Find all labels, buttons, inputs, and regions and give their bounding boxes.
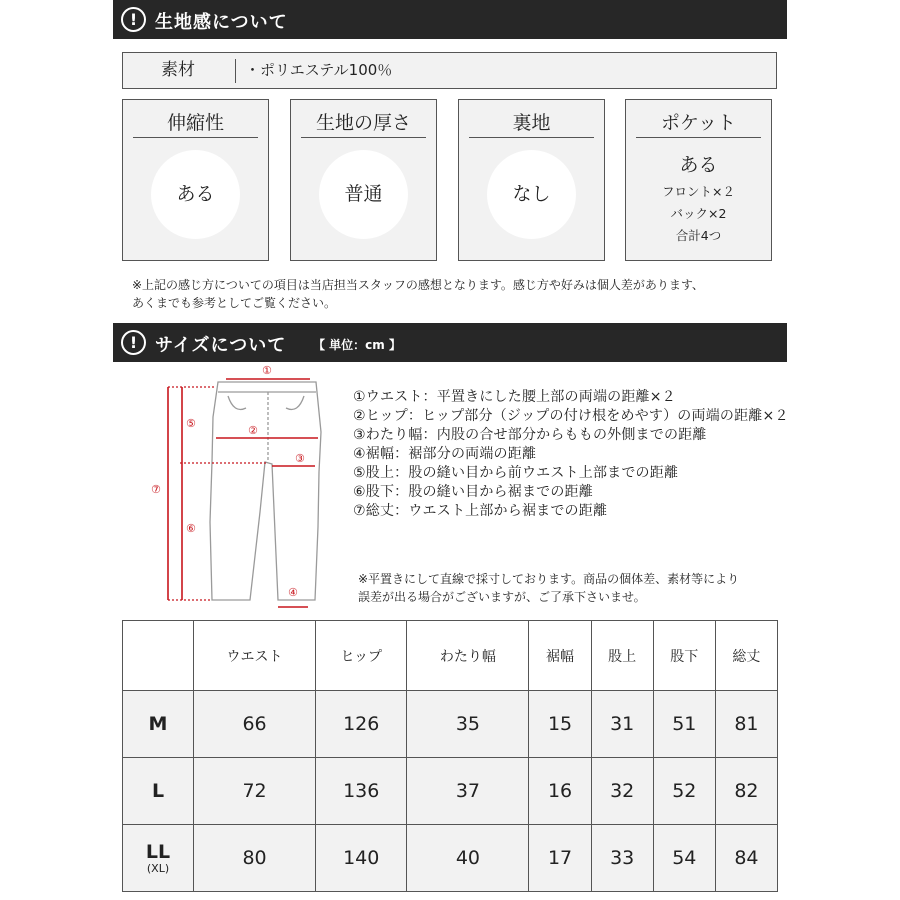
- table-cell: 32: [591, 758, 653, 825]
- table-cell: 37: [407, 758, 529, 825]
- legend-rise: ⑤股上：股の縫い目から前ウエスト上部までの距離: [353, 465, 679, 481]
- table-row: [123, 825, 778, 892]
- table-row: [123, 691, 778, 758]
- table-cell: 126: [316, 691, 407, 758]
- table-cell: 51: [653, 691, 715, 758]
- size-label-ll: [123, 825, 194, 892]
- legend-waist: ①ウエスト：平置きにした腰上部の両端の距離×２: [353, 389, 676, 405]
- lining-box: [458, 99, 605, 261]
- exclamation-icon: !: [121, 7, 146, 32]
- mark-3: ③: [295, 452, 305, 465]
- table-cell: 40: [407, 825, 529, 892]
- measurement-lines: [168, 379, 318, 607]
- fabric-section-title: 生地感について: [155, 12, 288, 33]
- size-label-ll-sub: (XL): [146, 862, 170, 875]
- mark-5: ⑤: [186, 417, 196, 430]
- size-section-header: [113, 323, 787, 362]
- table-cell: 136: [316, 758, 407, 825]
- legend-hem: ④裾幅：裾部分の両端の距離: [353, 446, 537, 462]
- lining-title: 裏地: [469, 108, 594, 138]
- material-label: 素材: [161, 60, 195, 80]
- material-value: ・ポリエステル100％: [245, 61, 393, 79]
- table-cell: 82: [715, 758, 777, 825]
- col-hip: ヒップ: [316, 621, 407, 691]
- size-table: [122, 620, 778, 892]
- pocket-detail-front: フロント×２: [662, 184, 735, 199]
- fabric-section-header: [113, 0, 787, 39]
- table-cell: 15: [529, 691, 591, 758]
- pants-outline: [210, 382, 321, 600]
- thickness-title: 生地の厚さ: [301, 108, 426, 138]
- legend-thigh: ③わたり幅：内股の合せ部分からももの外側までの距離: [353, 427, 707, 443]
- table-cell: 80: [194, 825, 316, 892]
- size-note-line-2: 誤差が出る場合がございますが、ご了承下さいませ。: [358, 590, 646, 604]
- material-divider: [235, 59, 236, 83]
- col-hem: 裾幅: [529, 621, 591, 691]
- col-length: 総丈: [715, 621, 777, 691]
- size-note-line-1: ※平置きにして直線で採寸しております。商品の個体差、素材等により: [358, 572, 740, 586]
- material-row: [122, 52, 777, 89]
- col-inseam: 股下: [653, 621, 715, 691]
- table-cell: 81: [715, 691, 777, 758]
- col-rise: 股上: [591, 621, 653, 691]
- size-label-l: L: [123, 758, 194, 825]
- pocket-detail-back: バック×2: [670, 206, 727, 221]
- thickness-box: [290, 99, 437, 261]
- table-cell: 66: [194, 691, 316, 758]
- pocket-detail-total: 合計4つ: [675, 228, 722, 243]
- legend-hip: ②ヒップ：ヒップ部分（ジップの付け根をめやす）の両端の距離×２: [353, 408, 789, 424]
- table-cell: 35: [407, 691, 529, 758]
- pocket-title: ポケット: [636, 108, 761, 138]
- mark-6: ⑥: [186, 522, 196, 535]
- fabric-note-line-1: ※上記の感じ方についての項目は当店担当スタッフの感想となります。感じ方や好みは個人差があります、: [132, 278, 704, 292]
- stretch-value: ある: [151, 150, 240, 239]
- table-cell: 52: [653, 758, 715, 825]
- col-waist: ウエスト: [194, 621, 316, 691]
- lining-value: なし: [487, 150, 576, 239]
- mark-7: ⑦: [151, 483, 161, 496]
- table-cell: 140: [316, 825, 407, 892]
- table-cell: 17: [529, 825, 591, 892]
- fabric-note-line-2: あくまでも参考としてご覧ください。: [132, 296, 337, 310]
- stretch-title: 伸縮性: [133, 108, 258, 138]
- size-section-title: サイズについて: [155, 335, 287, 356]
- size-label-ll-main: LL: [145, 841, 171, 863]
- thickness-value: 普通: [319, 150, 408, 239]
- stretch-box: [122, 99, 269, 261]
- legend-length: ⑦総丈：ウエスト上部から裾までの距離: [353, 503, 608, 519]
- pants-measurement-diagram: [150, 362, 340, 614]
- table-corner-cell: [123, 621, 194, 691]
- legend-inseam: ⑥股下：股の縫い目から裾までの距離: [353, 484, 593, 500]
- unit-label: 【 単位：cm 】: [313, 338, 401, 352]
- table-cell: 16: [529, 758, 591, 825]
- table-cell: 31: [591, 691, 653, 758]
- mark-1: ①: [262, 364, 272, 377]
- mark-4: ④: [288, 586, 298, 599]
- table-cell: 72: [194, 758, 316, 825]
- pocket-value: ある: [679, 154, 718, 176]
- table-header-row: [123, 621, 778, 691]
- mark-2: ②: [248, 424, 258, 437]
- table-cell: 54: [653, 825, 715, 892]
- col-thigh: わたり幅: [407, 621, 529, 691]
- exclamation-icon: !: [121, 330, 146, 355]
- table-cell: 33: [591, 825, 653, 892]
- table-row: [123, 758, 778, 825]
- pocket-box: [625, 99, 772, 261]
- table-cell: 84: [715, 825, 777, 892]
- size-label-m: M: [123, 691, 194, 758]
